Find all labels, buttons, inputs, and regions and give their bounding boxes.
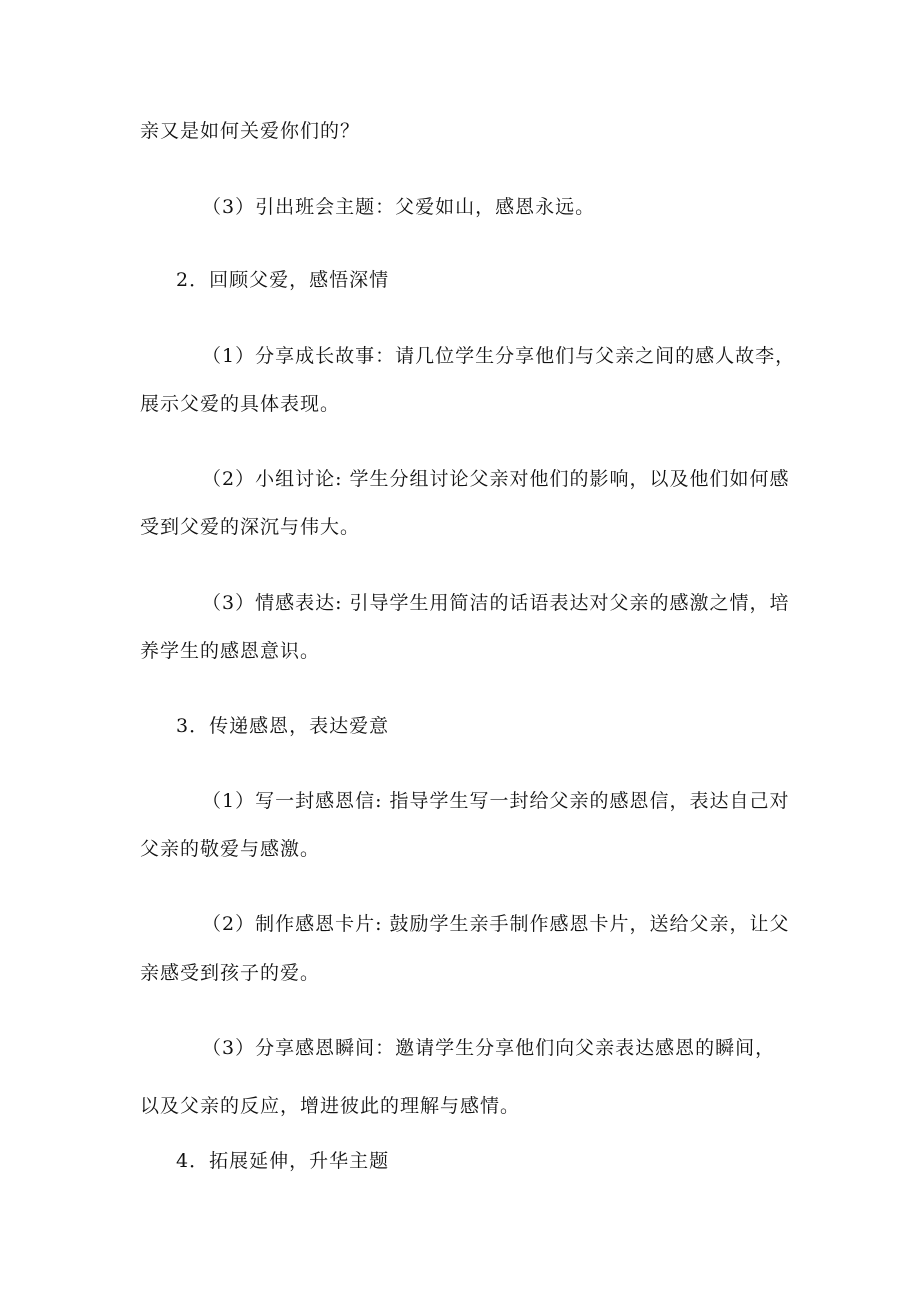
paragraph-item-2-line-1: （2）小组讨论: 学生分组讨论父亲对他们的影响，以及他们如何感 (202, 468, 790, 490)
paragraph-item-3-line-1: （3）情感表达: 引导学生用简洁的话语表达对父亲的感激之情，培 (202, 592, 790, 614)
paragraph-item-3-line-1: （3）分享感恩瞬间：邀请学生分享他们向父亲表达感恩的瞬间， (202, 1037, 776, 1059)
paragraph-item-2-line-1: （2）制作感恩卡片: 鼓励学生亲手制作感恩卡片，送给父亲，让父 (202, 913, 790, 935)
paragraph-item-1-line-2: 父亲的敬爱与感激。 (140, 838, 321, 860)
paragraph-item-2-line-2: 受到父爱的深沉与伟大。 (140, 516, 361, 538)
paragraph-item-2-line-2: 亲感受到孩子的爱。 (140, 962, 321, 984)
paragraph-item-1-line-1: （1）分享成长故事：请几位学生分享他们与父亲之间的感人故李， (202, 345, 796, 367)
paragraph-item-3-line-2: 养学生的感恩意识。 (140, 640, 321, 662)
paragraph-item-3-theme: （3）引出班会主题：父爱如山，感恩永远。 (202, 196, 596, 218)
section-heading-3: 3．传递感恩，表达爱意 (176, 715, 390, 737)
paragraph-item-1-line-2: 展示父爱的具体表现。 (140, 393, 341, 415)
paragraph-item-1-line-1: （1）写一封感恩信: 指导学生写一封给父亲的感恩信，表达自己对 (202, 790, 790, 812)
paragraph-line-continuation: 亲又是如何关爱你们的？ (140, 120, 361, 142)
section-heading-4: 4．拓展延伸，升华主题 (176, 1150, 390, 1172)
paragraph-item-3-line-2: 以及父亲的反应，增进彼此的理解与感情。 (140, 1095, 521, 1117)
section-heading-2: 2．回顾父爱，感悟深情 (176, 269, 390, 291)
